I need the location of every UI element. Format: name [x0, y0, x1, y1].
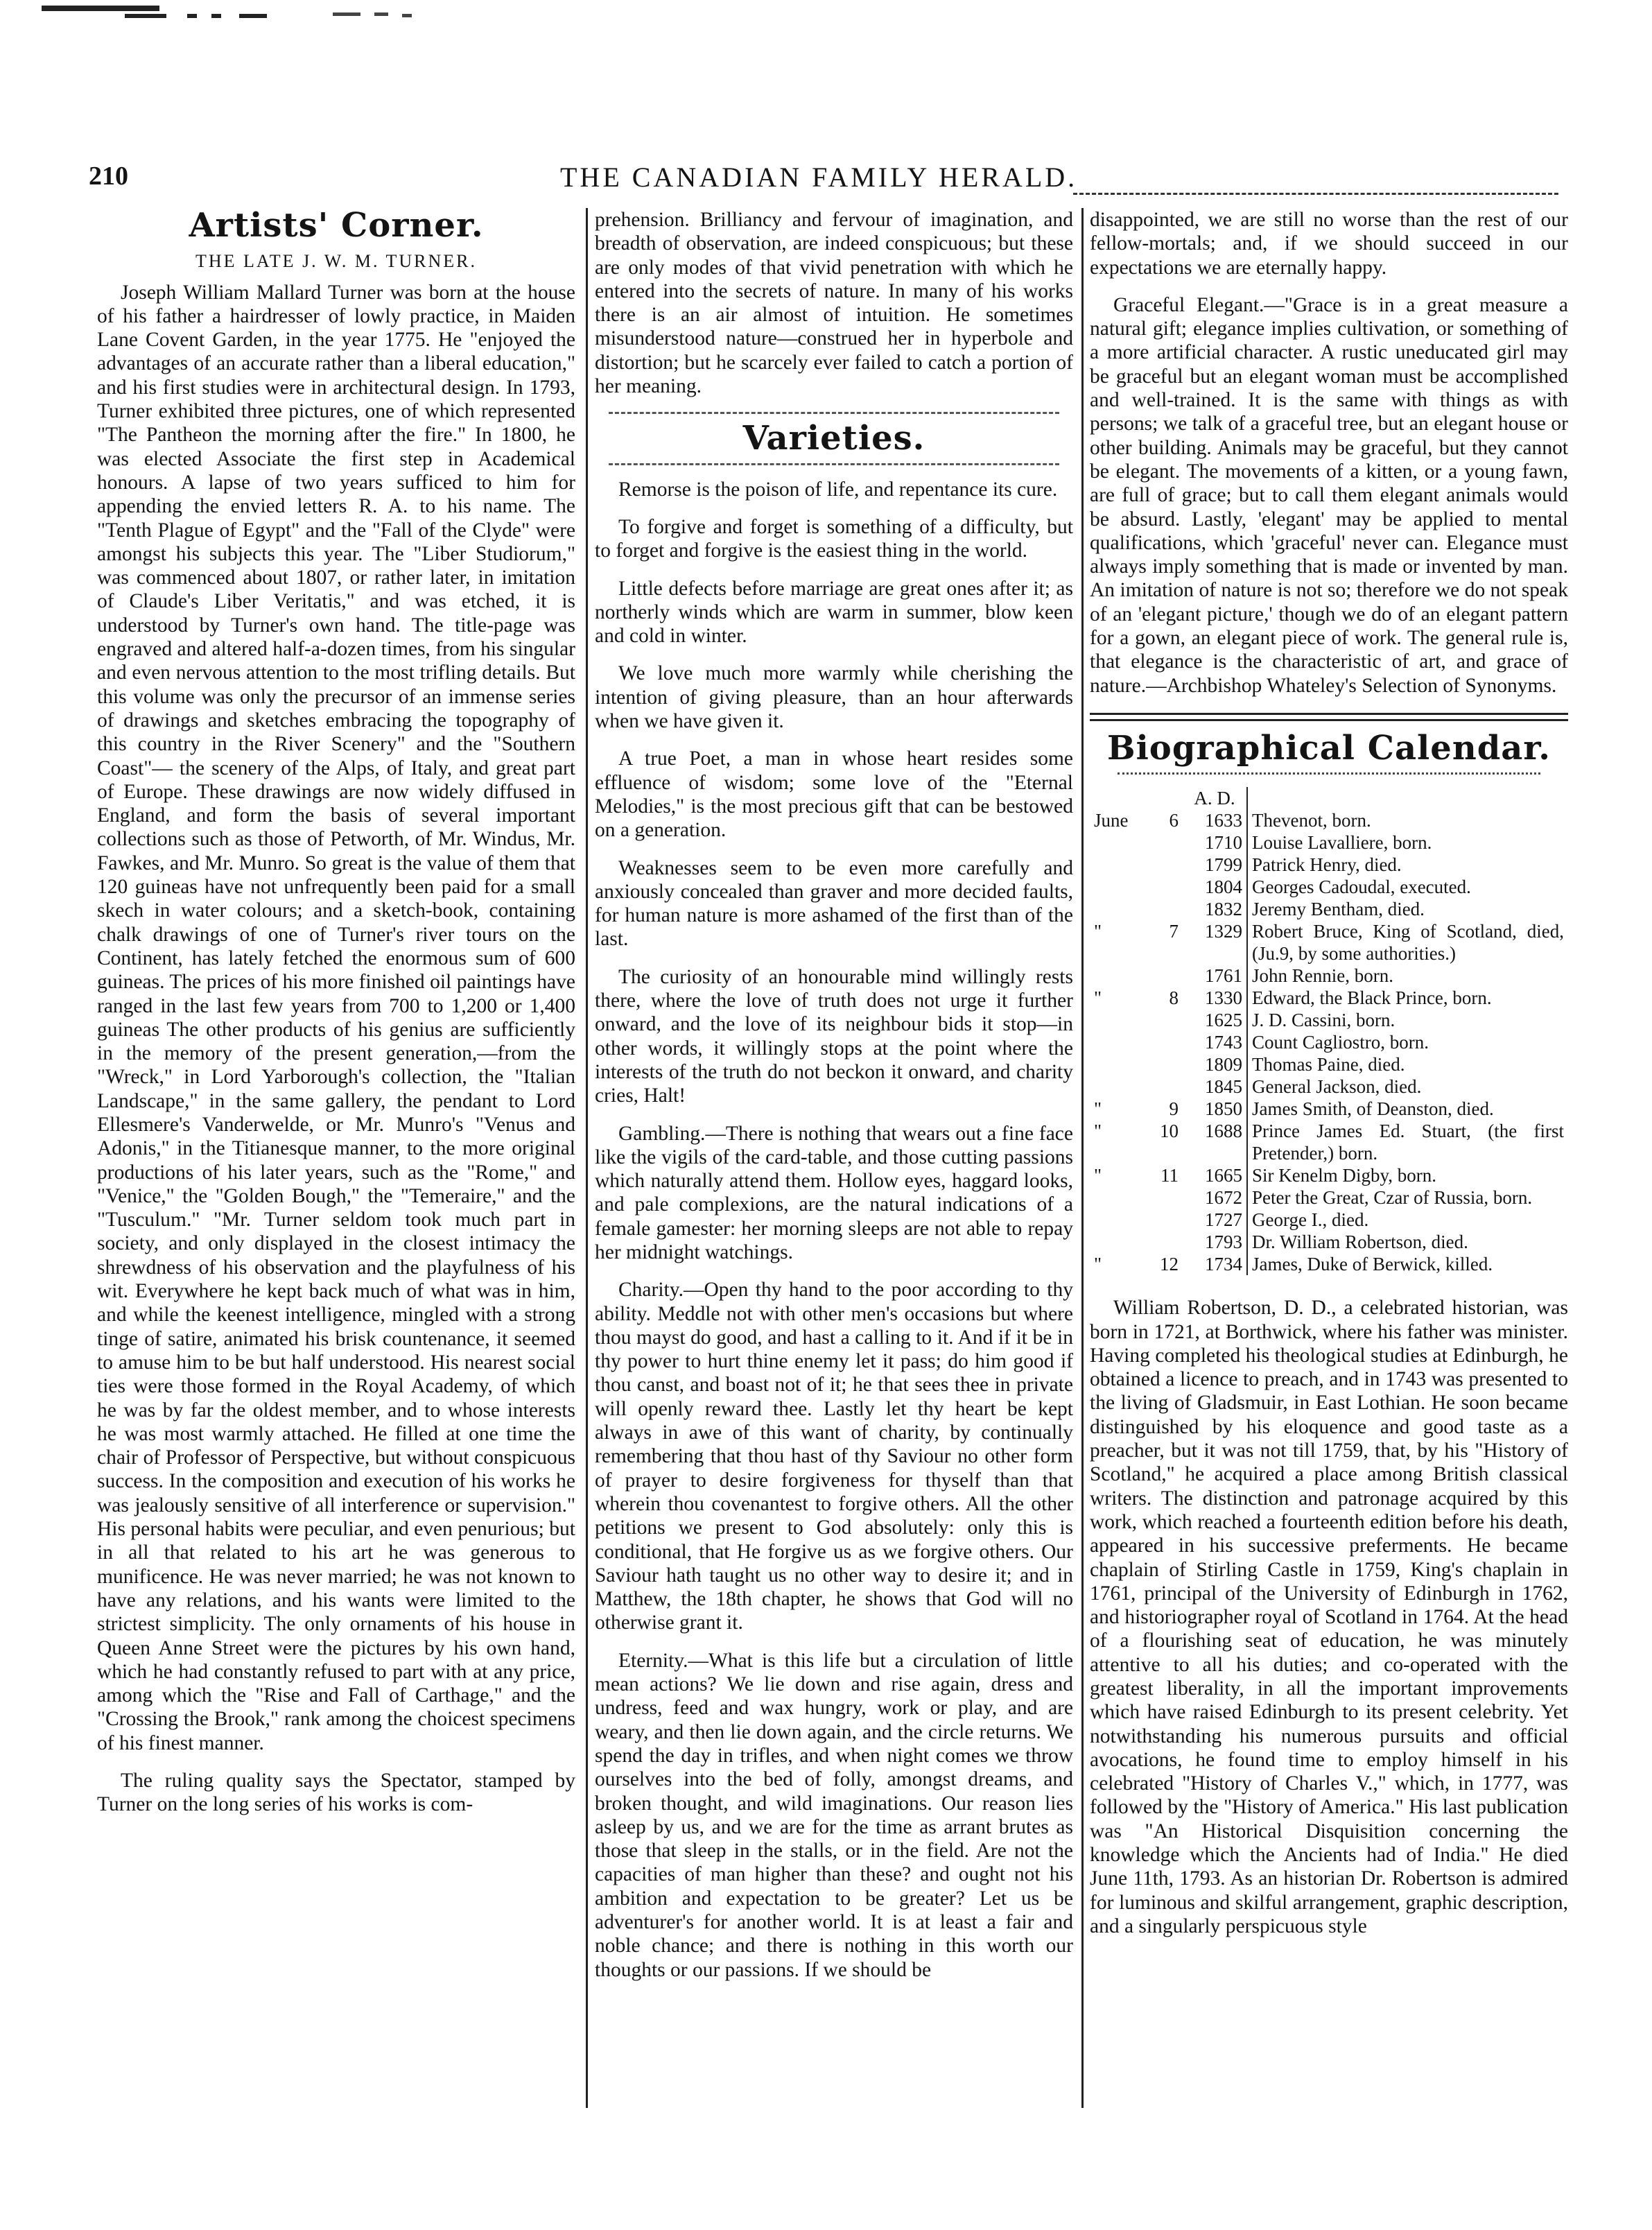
calendar-month: [1090, 876, 1147, 898]
header-dashed-rule: [1073, 193, 1558, 195]
calendar-row: [1090, 809, 1568, 831]
column-middle: [595, 208, 1073, 1996]
calendar-month: [1090, 1053, 1147, 1075]
calendar-event: George I., died.: [1252, 1209, 1369, 1231]
calendar-month: ": [1094, 921, 1102, 942]
variety-item: Weaknesses seem to be even more carefully and anxiously concealed than graver and more decided faults, for human nature is more ashamed of the first than of the last.: [595, 856, 1073, 951]
calendar-event: James Smith, of Deanston, died.: [1252, 1098, 1494, 1120]
calendar-row: [1090, 854, 1568, 876]
calendar-row: [1090, 1164, 1568, 1186]
biographical-calendar-heading: Biographical Calendar.: [1107, 728, 1551, 768]
calendar-day: 6: [1169, 810, 1179, 831]
eternity-continuation: disappointed, we are still no worse than the rest of our fellow-mortals; and, if we should succeed in our expectations we are eternally happy.: [1090, 209, 1568, 279]
calendar-event: Louise Lavalliere, born.: [1252, 832, 1432, 854]
turner-continuation: prehension. Brilliancy and fervour of imagination, and breadth of observation, are indeed conspicuous; but these are only modes of that vivid penetration with which he entered into the secrets of nature. In many of his works there is an air almost of intuition. He sometimes misunderstood nature—construed her in hyperbole and distortion; but he scarcely ever failed to catch a portion of her meaning.: [595, 209, 1073, 398]
variety-item: A true Poet, a man in whose heart resides some effluence of wisdom; some love of the "Eternal Melodies," is the most precious gift that can be bestowed on a generation.: [595, 747, 1073, 842]
variety-item: Eternity.—What is this life but a circulation of little mean actions? We lie down and rise again, dress and undress, feed and wax hungry, work or play, and are weary, and then lie down again, and the circle returns. We spend the day in trifles, and when night comes we throw ourselves into the bed of folly, amongst dreams, and broken thought, and wild imaginations. Our reason lies asleep by us, and we are for the time as arrant brutes as those that sleep in the stalls, or in the field. Are not the capacities of man higher than these? and ought not his ambition and expectation to be greater? Let us be adventurer's for another world. It is at least a fair and noble chance; and there is nothing in this worth our thoughts or our passions. If we should be: [595, 1649, 1073, 1981]
turner-paragraph: Joseph William Mallard Turner was born at the house of his father a hairdresser of lowly practice, in Maiden Lane Covent Garden, in the year 1775. He "enjoyed the advantages of an accurate rather than a liberal education," and his first studies were in architectural design. In 1793, Turner exhibited three pictures, one of which represented "The Pantheon the morning after the fire." In 1800, he was elected Associate the first step in Academical honours. A lapse of two years sufficed to him for appending the envied letters R. A. to his name. The "Tenth Plague of Egypt" and the "Fall of the Clyde" were amongst his subjects this year. The "Liber Studiorum," was commenced about 1807, or rather later, in imitation of Claude's Liber Veritatis," and was etched, it is understood by Turner's own hand. The title-page was engraved and altered half-a-dozen times, from his singular and even nervous attention to the most trifling details. But this volume was only the precursor of an immense series of drawings and sketches embracing the topography of this country in the River Scenery" and the "Southern Coast"— the scenery of the Alps, of Italy, and great part of Europe. These drawings are now widely diffused in England, and form the basis of several important collections such as those of Petworth, of Mr. Windus, Mr. Fawkes, and Mr. Munro. So great is the value of them that 120 guineas have not unfrequently been paid for a small skech in water colours; and a sketch-book, containing chalk drawings of one of Turner's river tours on the Continent, has lately fetched the enormous sum of 600 guineas. The prices of his more finished oil paintings have ranged in the last few years from 700 to 1,200 or 1,400 guineas The other products of his genius are sufficiently in the memory of the present generation,—from the "Wreck," in Lord Yarborough's collection, the "Italian Landscape," in the same gallery, the pendant to Lord Ellesmere's Vanderwelde, or Mr. Munro's "Venus and Adonis," in the Titianesque manner, to the more original productions of his later years, such as the "Rome," and "Venice," the "Golden Bough," the "Temeraire," and the "Tusculum." "Mr. Turner seldom took much part in society, and only displayed in the closest intimacy the shrewdness of his observation and the playfulness of his wit. Everywhere he kept back much of what was in him, and while the keenest intelligence, mingled with a strong tinge of satire, animated his brisk countenance, it seemed to amuse him to be but half understood. His nearest social ties were those formed in the Royal Academy, of which he was by far the oldest member, and to whose interests he was most warmly attached. He filled at one time the chair of Professor of Perspective, but without conspicuous success. In the composition and execution of his works he was jealously sensitive of all interference or supervision." His personal habits were peculiar, and even penurious; but in all that related to his art he was generous to munificence. He was never married; he was not known to have any relations, and his wants were limited to the strictest simplicity. The only ornaments of his house in Queen Anne Street were the pictures by his own hand, which he had constantly refused to part with at any price, among which the "Rise and Fall of Carthage," and the "Crossing the Brook," rank among the choicest specimens of his finest manner.: [97, 281, 575, 1754]
calendar-year: 1672: [1183, 1186, 1247, 1209]
calendar-month: [1090, 965, 1147, 987]
calendar-event: John Rennie, born.: [1252, 965, 1393, 987]
calendar-day: [1147, 1031, 1183, 1053]
calendar-header-row: [1090, 787, 1568, 809]
calendar-year: 1832: [1183, 898, 1247, 920]
calendar-year: 1743: [1183, 1031, 1247, 1053]
calendar-year: 1710: [1183, 831, 1247, 854]
calendar-event: Peter the Great, Czar of Russia, born.: [1252, 1187, 1533, 1209]
calendar-year: 1809: [1183, 1053, 1247, 1075]
calendar-month: ": [1094, 1165, 1102, 1186]
calendar-event: Count Cagliostro, born.: [1252, 1032, 1429, 1053]
calendar-row: [1090, 987, 1568, 1009]
calendar-day: [1147, 1186, 1183, 1209]
calendar-row: [1090, 876, 1568, 898]
calendar-month: [1090, 898, 1147, 920]
calendar-row: [1090, 1009, 1568, 1031]
calendar-month: ": [1094, 1121, 1102, 1142]
calendar-day: [1147, 1231, 1183, 1253]
calendar-month: [1090, 1031, 1147, 1053]
calendar-month: [1090, 854, 1147, 876]
artists-corner-heading: Artists' Corner.: [189, 206, 484, 245]
calendar-month: [1090, 1231, 1147, 1253]
calendar-row: [1090, 1075, 1568, 1098]
calendar-year: 1793: [1183, 1231, 1247, 1253]
calendar-table: [1090, 787, 1568, 1275]
graceful-elegant-paragraph: Graceful Elegant.—"Grace is in a great measure a natural gift; elegance implies cultivation, or something of a more artificial character. A rustic uneducated girl may be graceful but an elegant woman must be accomplished and well-trained. It is the same with things as with persons; we talk of a graceful tree, but an elegant house or other building. Animals may be graceful, but they cannot be elegant. The movements of a kitten, or a young fawn, are full of grace; but to call them elegant animals would be absurd. Lastly, 'elegant' may be applied to mental qualifications, which 'graceful' never can. Elegance must always imply something that is made or invented by man. An imitation of nature is not so; therefore we do not speak of an 'elegant picture,' though we do of an elegant pattern for a gown, an elegant piece of work. The general rule is, that elegance is the characteristic of art, and grace of nature.—Archbishop Whateley's Selection of Synonyms.: [1090, 293, 1568, 697]
calendar-row: [1090, 1098, 1568, 1120]
variety-item: Little defects before marriage are great ones after it; as northerly winds which are warm in summer, blow keen and cold in winter.: [595, 577, 1073, 648]
variety-item: Remorse is the poison of life, and repentance its cure.: [618, 478, 1058, 501]
calendar-row: [1090, 1253, 1568, 1275]
calendar-day: [1147, 1209, 1183, 1231]
calendar-year: 1850: [1183, 1098, 1247, 1120]
calendar-day: 7: [1169, 921, 1179, 942]
turner-spectator-paragraph: The ruling quality says the Spectator, stamped by Turner on the long series of his works is com-: [97, 1770, 575, 1816]
running-head: THE CANADIAN FAMILY HERALD.: [560, 162, 1078, 193]
calendar-year: 1734: [1183, 1253, 1247, 1275]
variety-item: The curiosity of an honourable mind willingly rests there, where the love of truth does not urge it further onward, and the love of its neighbour bids it stop—in other words, it willingly stops at the point where the interests of the truth do not beckon it onward, and charity cries, Halt!: [595, 965, 1073, 1107]
calendar-year: 1633: [1183, 809, 1247, 831]
calendar-event: Sir Kenelm Digby, born.: [1252, 1165, 1436, 1186]
calendar-day: [1147, 1075, 1183, 1098]
calendar-event: James, Duke of Berwick, killed.: [1252, 1254, 1493, 1275]
calendar-year: 1804: [1183, 876, 1247, 898]
calendar-year: 1688: [1183, 1120, 1247, 1164]
top-edge-marks: [42, 4, 666, 32]
calendar-event: Dr. William Robertson, died.: [1252, 1231, 1468, 1253]
calendar-row: [1090, 1031, 1568, 1053]
variety-item: To forgive and forget is something of a difficulty, but to forget and forgive is the easiest thing in the world.: [595, 515, 1073, 562]
calendar-row: [1090, 1120, 1568, 1164]
calendar-year: 1799: [1183, 854, 1247, 876]
calendar-event: Jeremy Bentham, died.: [1252, 899, 1425, 920]
calendar-day: 10: [1160, 1121, 1179, 1142]
calendar-month: [1090, 1209, 1147, 1231]
calendar-day: [1147, 854, 1183, 876]
calendar-year: 1727: [1183, 1209, 1247, 1231]
calendar-row: [1090, 1209, 1568, 1231]
column-right: [1090, 208, 1568, 1952]
column-left: [97, 208, 575, 1831]
calendar-row: [1090, 1231, 1568, 1253]
calendar-year: 1761: [1183, 965, 1247, 987]
calendar-day: [1147, 1009, 1183, 1031]
section-divider: [609, 463, 1059, 465]
calendar-event: Edward, the Black Prince, born.: [1252, 987, 1492, 1009]
calendar-event: General Jackson, died.: [1252, 1076, 1422, 1098]
calendar-day: [1147, 898, 1183, 920]
calendar-year: 1625: [1183, 1009, 1247, 1031]
calendar-event: Robert Bruce, King of Scotland, died, (Ju.9, by some authorities.): [1252, 921, 1564, 965]
section-divider: [1118, 772, 1540, 775]
calendar-event: Thomas Paine, died.: [1252, 1054, 1405, 1075]
calendar-row: [1090, 920, 1568, 965]
calendar-month: June: [1094, 810, 1129, 831]
calendar-event: Prince James Ed. Stuart, (the first Pretender,) born.: [1252, 1121, 1564, 1164]
variety-item: Gambling.—There is nothing that wears out a fine face like the vigils of the card-table, and those cutting passions which naturally attend them. Hollow eyes, haggard looks, and pale complexions, are the natural indications of a female gamester: her morning sleeps are not able to repay her midnight watchings.: [595, 1122, 1073, 1263]
double-rule: [1090, 713, 1568, 721]
calendar-day: 9: [1169, 1098, 1179, 1120]
calendar-day: 12: [1160, 1254, 1179, 1275]
calendar-day: 8: [1169, 987, 1179, 1009]
calendar-month: [1090, 1009, 1147, 1031]
calendar-event: J. D. Cassini, born.: [1252, 1010, 1395, 1031]
calendar-year: 1330: [1183, 987, 1247, 1009]
calendar-month: ": [1094, 1254, 1102, 1275]
calendar-year: 1329: [1183, 920, 1247, 965]
calendar-event: Patrick Henry, died.: [1252, 854, 1402, 876]
calendar-month: [1090, 831, 1147, 854]
robertson-biography: William Robertson, D. D., a celebrated historian, was born in 1721, at Borthwick, where his father was minister. Having completed his theological studies at Edinburgh, he obtained a licence to preach, and in 1743 was presented to the living of Gladsmuir, in East Lothian. He soon became distinguished by his eloquence and good taste as a preacher, but it was not till 1759, that, by his "History of Scotland," he acquired a place among British classical writers. The distinction and patronage acquired by this work, which reached a fourteenth edition before his death, appeared in his successive preferments. He became chaplain of Stirling Castle in 1759, King's chaplain in 1761, principal of the University of Edinburgh in 1762, and historiographer royal of Scotland in 1764. At the head of a flourishing seat of education, he was minutely attentive to all his duties; and co-operated with the greatest liberality, in all the important improvements which have raised Edinburgh to its present celebrity. Yet notwithstanding his numerous pursuits and official avocations, he found time to employ himself in his celebrated "History of Charles V.," which, in 1777, was followed by the "History of America." His last publication was "An Historical Disquisition concerning the knowledge which the Ancients had of India." He died June 11th, 1793. As an historian Dr. Robertson is admired for luminous and skilful arrangement, graphic description, and a singularly perspicuous style: [1090, 1297, 1568, 1937]
calendar-row: [1090, 831, 1568, 854]
calendar-event: Georges Cadoudal, executed.: [1252, 876, 1471, 898]
section-divider: [609, 412, 1059, 414]
calendar-day: 11: [1160, 1165, 1179, 1186]
calendar-event: Thevenot, born.: [1252, 810, 1371, 831]
turner-subheading: THE LATE J. W. M. TURNER.: [195, 251, 478, 272]
calendar-row: [1090, 965, 1568, 987]
variety-item: Charity.—Open thy hand to the poor according to thy ability. Meddle not with other men's occasions but where thou mayst do good, and hast a calling to it. And if it be in thy power to hurt thine enemy let it pass; do him good if thou canst, and boast not of it; he that sees thee in private will openly reward thee. Lastly let thy heart be kept always in awe of this want of charity, by continually remembering that thou hast of thy Saviour no other form of prayer to desire forgiveness for thyself than that wherein thou covenantest to forgive others. All the other petitions we present to God absolutely: only this is conditional, that He forgive us as we forgive others. Our Saviour hath taught us no other way to desire it; and in Matthew, the 18th chapter, he shows that God will no otherwise grant it.: [595, 1279, 1073, 1634]
calendar-row: [1090, 1053, 1568, 1075]
calendar-month: [1090, 1075, 1147, 1098]
calendar-month: ": [1094, 987, 1102, 1009]
column-rule-right: [1081, 208, 1084, 2108]
calendar-day: [1147, 1053, 1183, 1075]
anno-domini-label: A. D.: [1183, 787, 1247, 809]
calendar-month: [1090, 1186, 1147, 1209]
calendar-year: 1845: [1183, 1075, 1247, 1098]
page-number: 210: [89, 162, 128, 191]
calendar-month: ": [1094, 1098, 1102, 1120]
calendar-row: [1090, 1186, 1568, 1209]
calendar-day: [1147, 965, 1183, 987]
varieties-heading: Varieties.: [742, 419, 925, 458]
calendar-year: 1665: [1183, 1164, 1247, 1186]
column-rule-left: [586, 208, 588, 2108]
calendar-day: [1147, 876, 1183, 898]
calendar-row: [1090, 898, 1568, 920]
variety-item: We love much more warmly while cherishing the intention of giving pleasure, than an hour afterwards when we have given it.: [595, 662, 1073, 733]
calendar-day: [1147, 831, 1183, 854]
page-header: [89, 161, 1558, 202]
